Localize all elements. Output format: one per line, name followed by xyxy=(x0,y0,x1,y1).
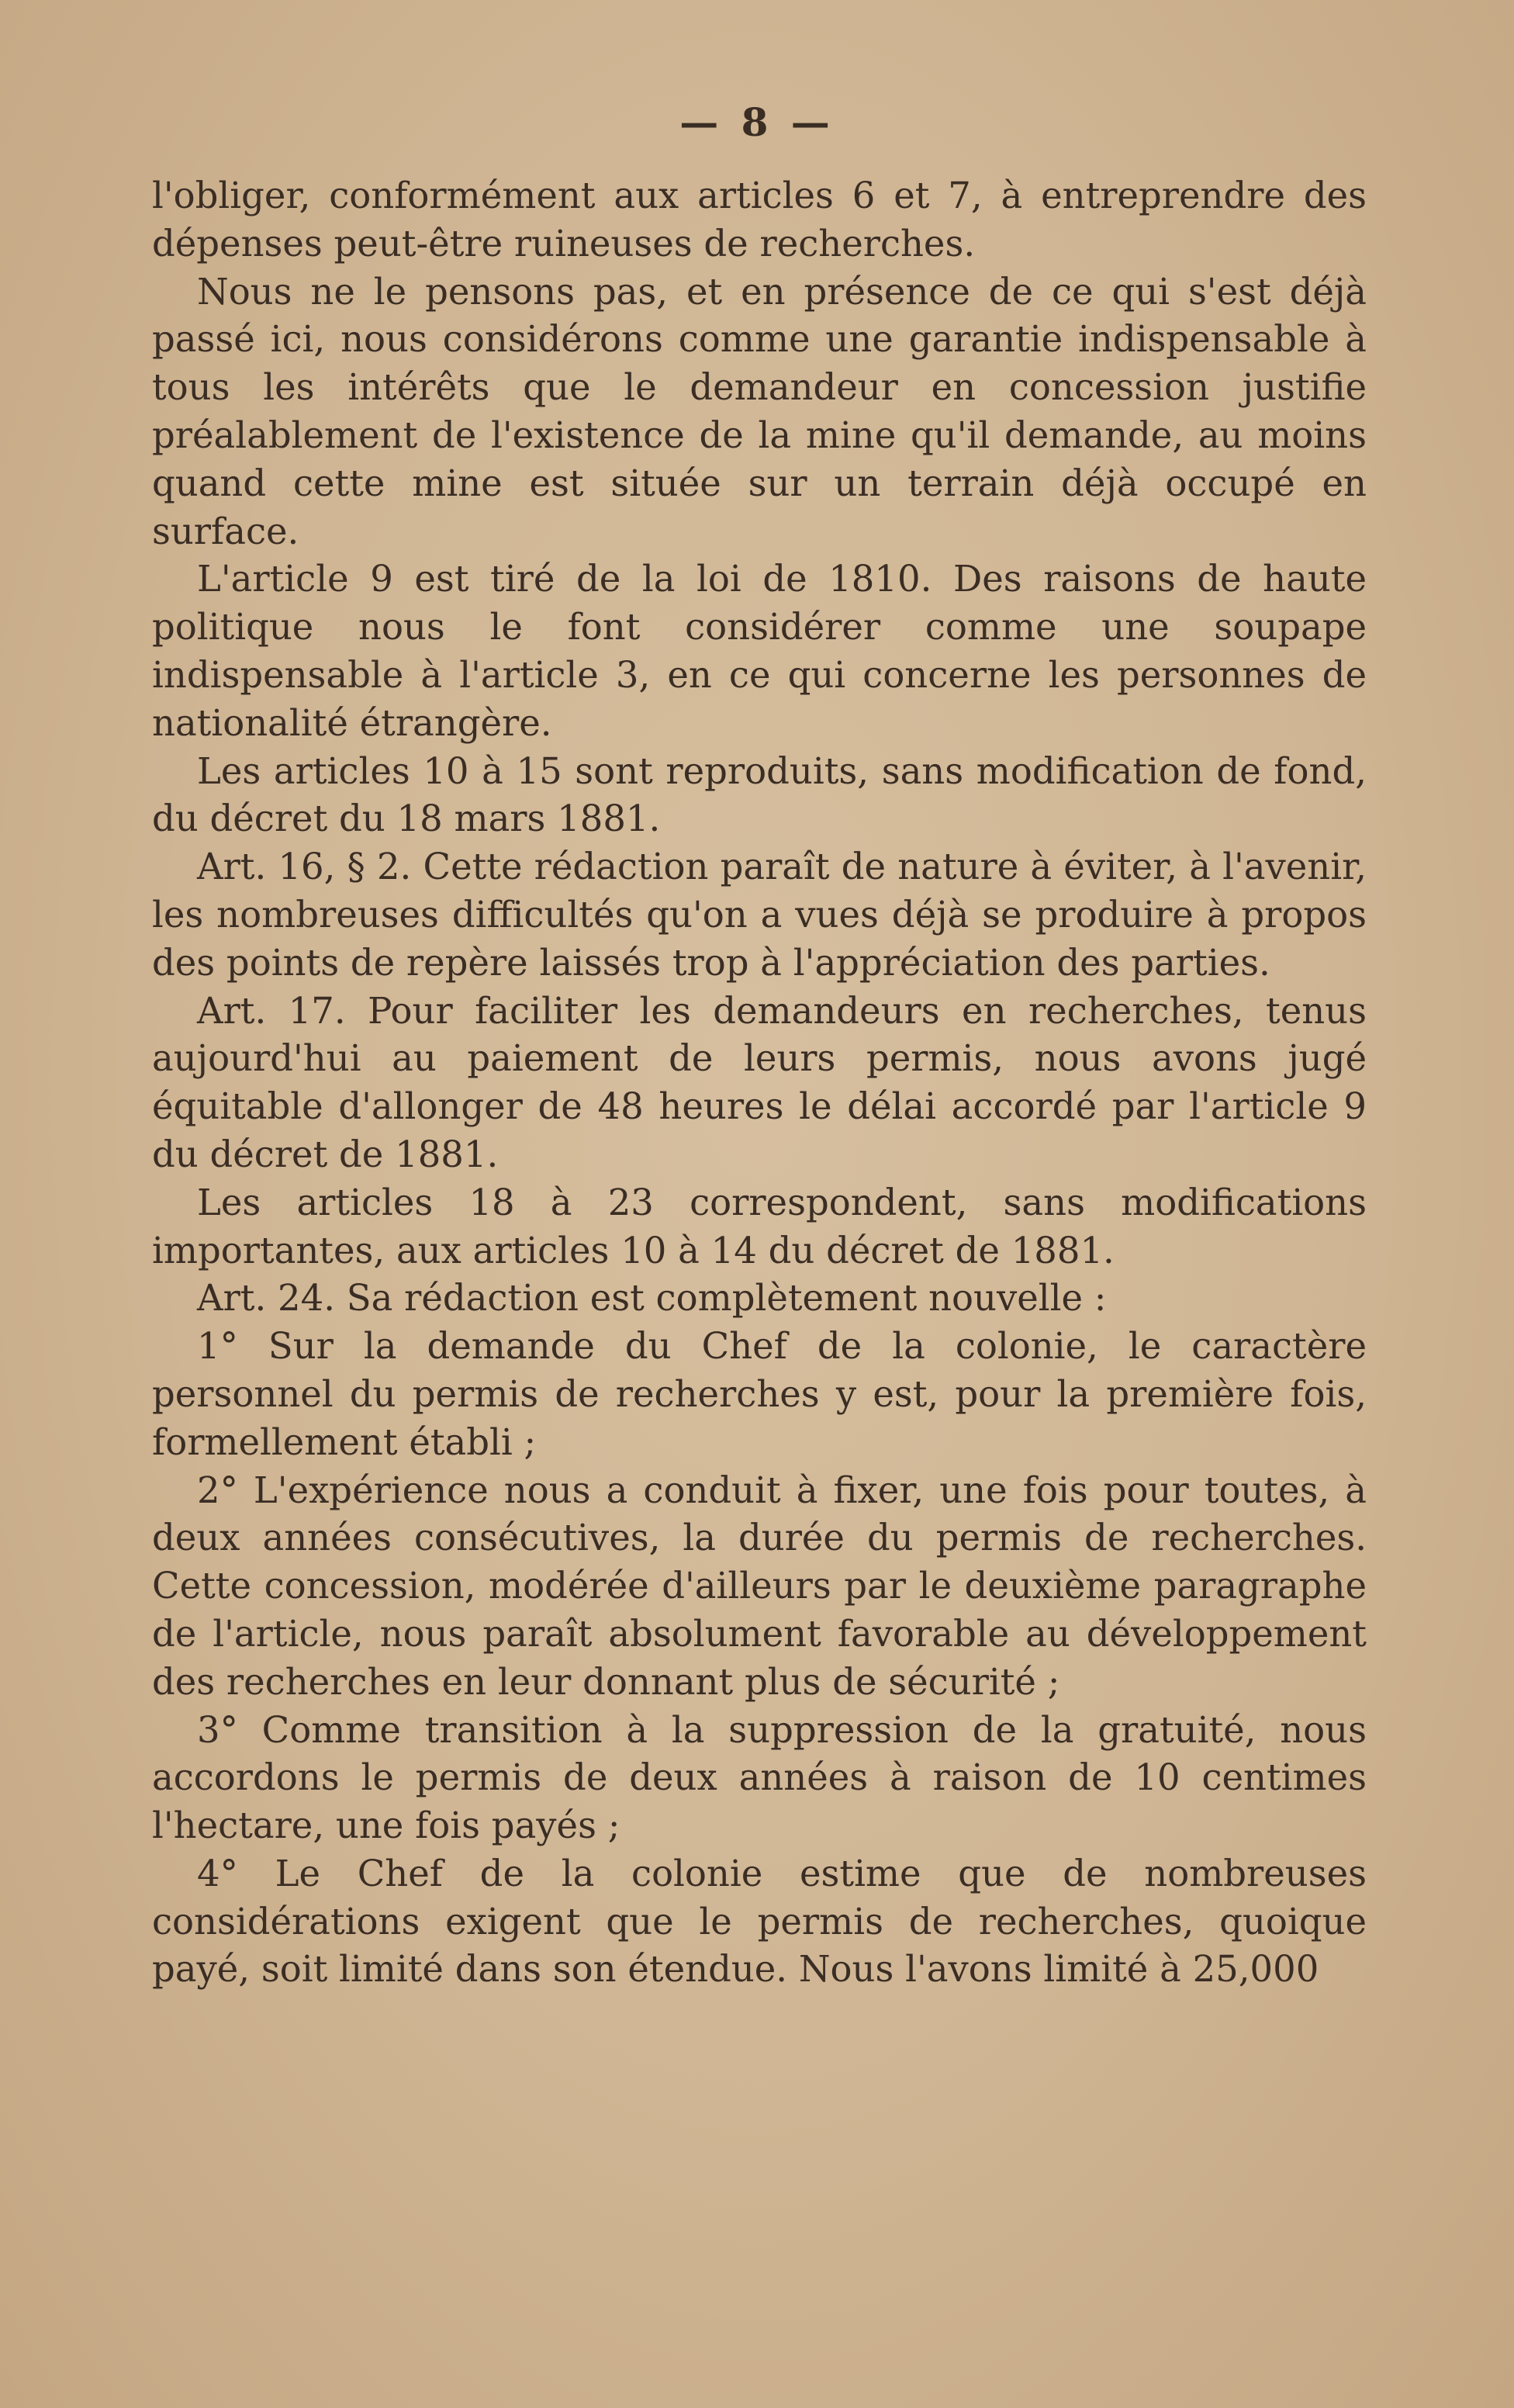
paragraph-3: L'article 9 est tiré de la loi de 1810. Des raisons de haute politique nous le font considérer comme une soupape indispensable à l'article 3, en ce qui concerne les personnes de nationalité étrangère. xyxy=(152,558,1367,744)
paragraph-11: 3° Comme transition à la suppression de la gratuité, nous accordons le permis de deux années à raison de 10 centimes l'hectare, une fois payés ; xyxy=(152,1708,1367,1847)
paragraph-2: Nous ne le pensons pas, et en présence de ce qui s'est déjà passé ici, nous considérons comme une garantie indispensable à tous les intérêts que le demandeur en concession justifie préalablement de l'existence de la mine qu'il demande, au moins quand cette mine est située sur un terrain déjà occupé en surface. xyxy=(152,270,1367,552)
paragraph-5: Art. 16, § 2. Cette rédaction paraît de nature à éviter, à l'avenir, les nombreuses difficultés qu'on a vues déjà se produire à propos des points de repère laissés trop à l'appréciation des parties. xyxy=(152,846,1367,984)
paragraph-12: 4° Le Chef de la colonie estime que de nombreuses considérations exigent que le permis de recherches, quoique payé, soit limité dans son étendue. Nous l'avons limité à 25,000 xyxy=(152,1852,1367,1991)
paragraph-1: l'obliger, conformément aux articles 6 et 7, à entreprendre des dépenses peut-être ruineuses de recherches. xyxy=(152,175,1367,265)
paragraph-9: 1° Sur la demande du Chef de la colonie, le caractère personnel du permis de recherches y est, pour la première fois, formellement établi ; xyxy=(152,1325,1367,1463)
paragraph-10: 2° L'expérience nous a conduit à fixer, une fois pour toutes, à deux années consécutives, la durée du permis de recherches. Cette concession, modérée d'ailleurs par le deuxième paragraphe de l'article, nous paraît absolument favorable au développement des recherches en leur donnant plus de sécurité ; xyxy=(152,1469,1367,1703)
paragraph-6: Art. 17. Pour faciliter les demandeurs en recherches, tenus aujourd'hui au paiement de leurs permis, nous avons jugé équitable d'allonger de 48 heures le délai accordé par l'article 9 du décret de 1881. xyxy=(152,989,1367,1175)
paragraph-4: Les articles 10 à 15 sont reproduits, sans modification de fond, du décret du 18 mars 1881. xyxy=(152,749,1367,840)
paragraph-7: Les articles 18 à 23 correspondent, sans modifications importantes, aux articles 10 à 14 du décret de 1881. xyxy=(152,1181,1367,1271)
body-text xyxy=(152,172,1367,1994)
page-number: — 8 — xyxy=(679,99,835,145)
paragraph-8: Art. 24. Sa rédaction est complètement nouvelle : xyxy=(197,1277,1107,1320)
